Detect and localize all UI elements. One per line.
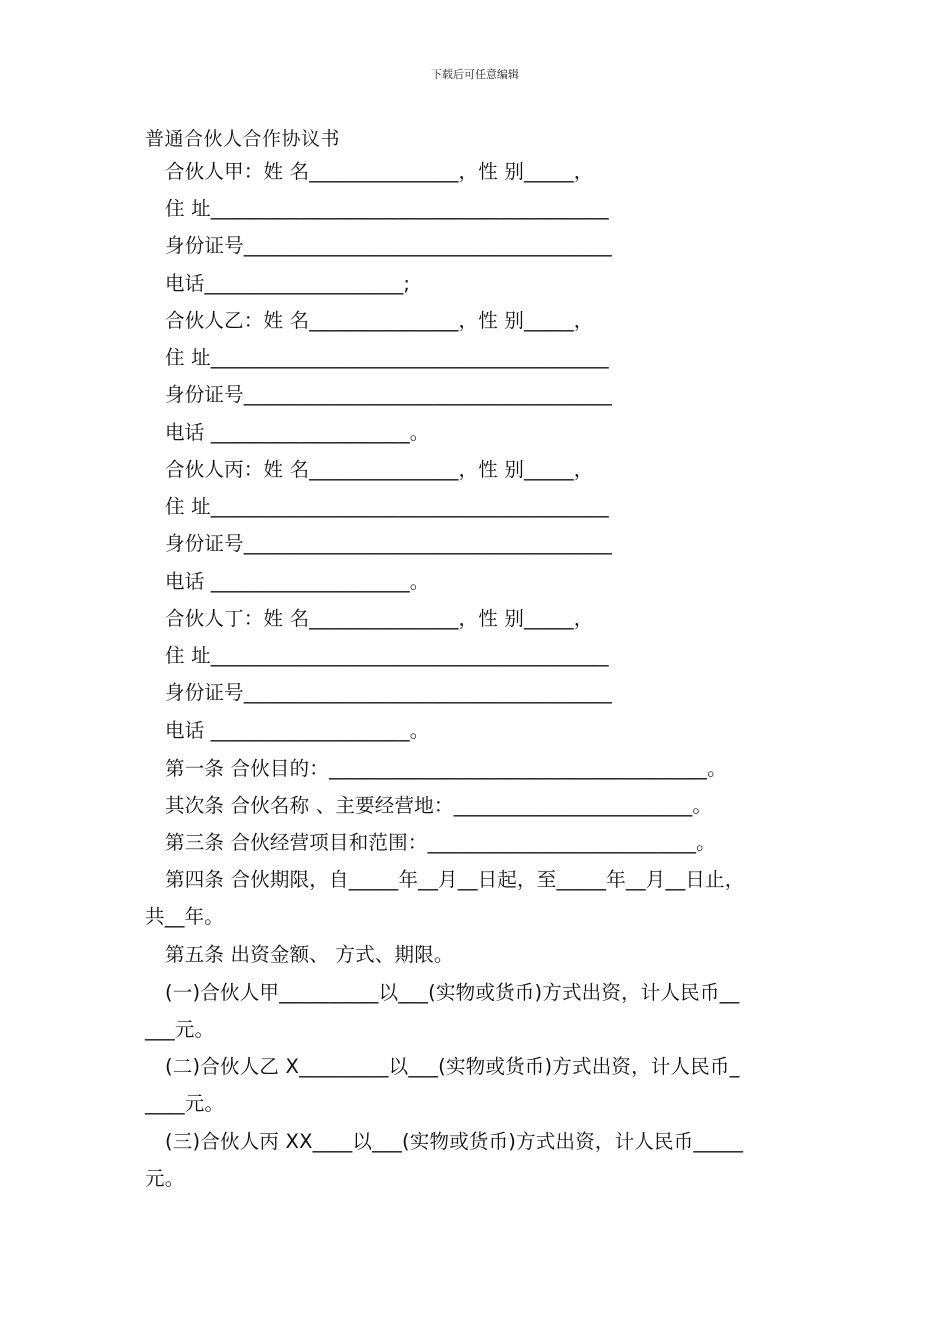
article-3-scope: 第三条 合伙经营项目和范围：___________________________。	[165, 831, 716, 854]
partner-d-phone-line: 电话 ____________________。	[165, 719, 430, 742]
contribution-b: (二)合伙人乙 X_________以___(实物或货币)方式出资，计人民币_	[165, 1055, 740, 1078]
partner-c-id-line: 身份证号_____________________________________	[165, 532, 612, 555]
contribution-a: (一)合伙人甲__________以___(实物或货币)方式出资，计人民币__	[165, 981, 740, 1004]
partner-c-address-line: 住 址________________________________________	[165, 495, 609, 518]
contribution-a-cont: ___元。	[145, 1018, 215, 1041]
partner-b-id-line: 身份证号_____________________________________	[165, 383, 612, 406]
article-2-name-location: 其次条 合伙名称 、主要经营地：________________________。	[165, 794, 713, 817]
article-1-purpose: 第一条 合伙目的：______________________________________。	[165, 757, 727, 780]
partner-b-address-line: 住 址________________________________________	[165, 346, 609, 369]
article-4-term: 第四条 合伙期限，自_____年__月__日起，至_____年__月__日止，	[165, 868, 745, 891]
contribution-c: (三)合伙人丙 XX____以___(实物或货币)方式出资，计人民币_____	[165, 1130, 744, 1153]
partner-b-phone-line: 电话 ____________________。	[165, 421, 430, 444]
document-title: 普通合伙人合作协议书	[145, 128, 341, 150]
partner-b-name-line: 合伙人乙：姓 名_______________，性 别_____，	[165, 309, 594, 332]
partner-d-address-line: 住 址________________________________________	[165, 644, 609, 667]
partner-a-id-line: 身份证号_____________________________________	[165, 234, 612, 257]
partner-c-name-line: 合伙人丙：姓 名_______________，性 别_____，	[165, 458, 594, 481]
partner-d-name-line: 合伙人丁：姓 名_______________，性 别_____，	[165, 607, 594, 630]
partner-a-name-line: 合伙人甲：姓 名_______________，性 别_____，	[165, 160, 594, 183]
contribution-b-cont: ____元。	[145, 1092, 225, 1115]
partner-a-phone-line: 电话____________________;	[165, 272, 411, 295]
page-header: 下载后可任意编辑	[431, 68, 519, 81]
partner-c-phone-line: 电话 ____________________。	[165, 570, 430, 593]
contribution-c-cont: 元。	[145, 1167, 185, 1190]
article-5-title: 第五条 出资金额、 方式、期限。	[165, 943, 454, 966]
article-4-term-cont: 共__年。	[145, 905, 225, 928]
partner-d-id-line: 身份证号_____________________________________	[165, 681, 612, 704]
partner-a-address-line: 住 址________________________________________	[165, 197, 609, 220]
